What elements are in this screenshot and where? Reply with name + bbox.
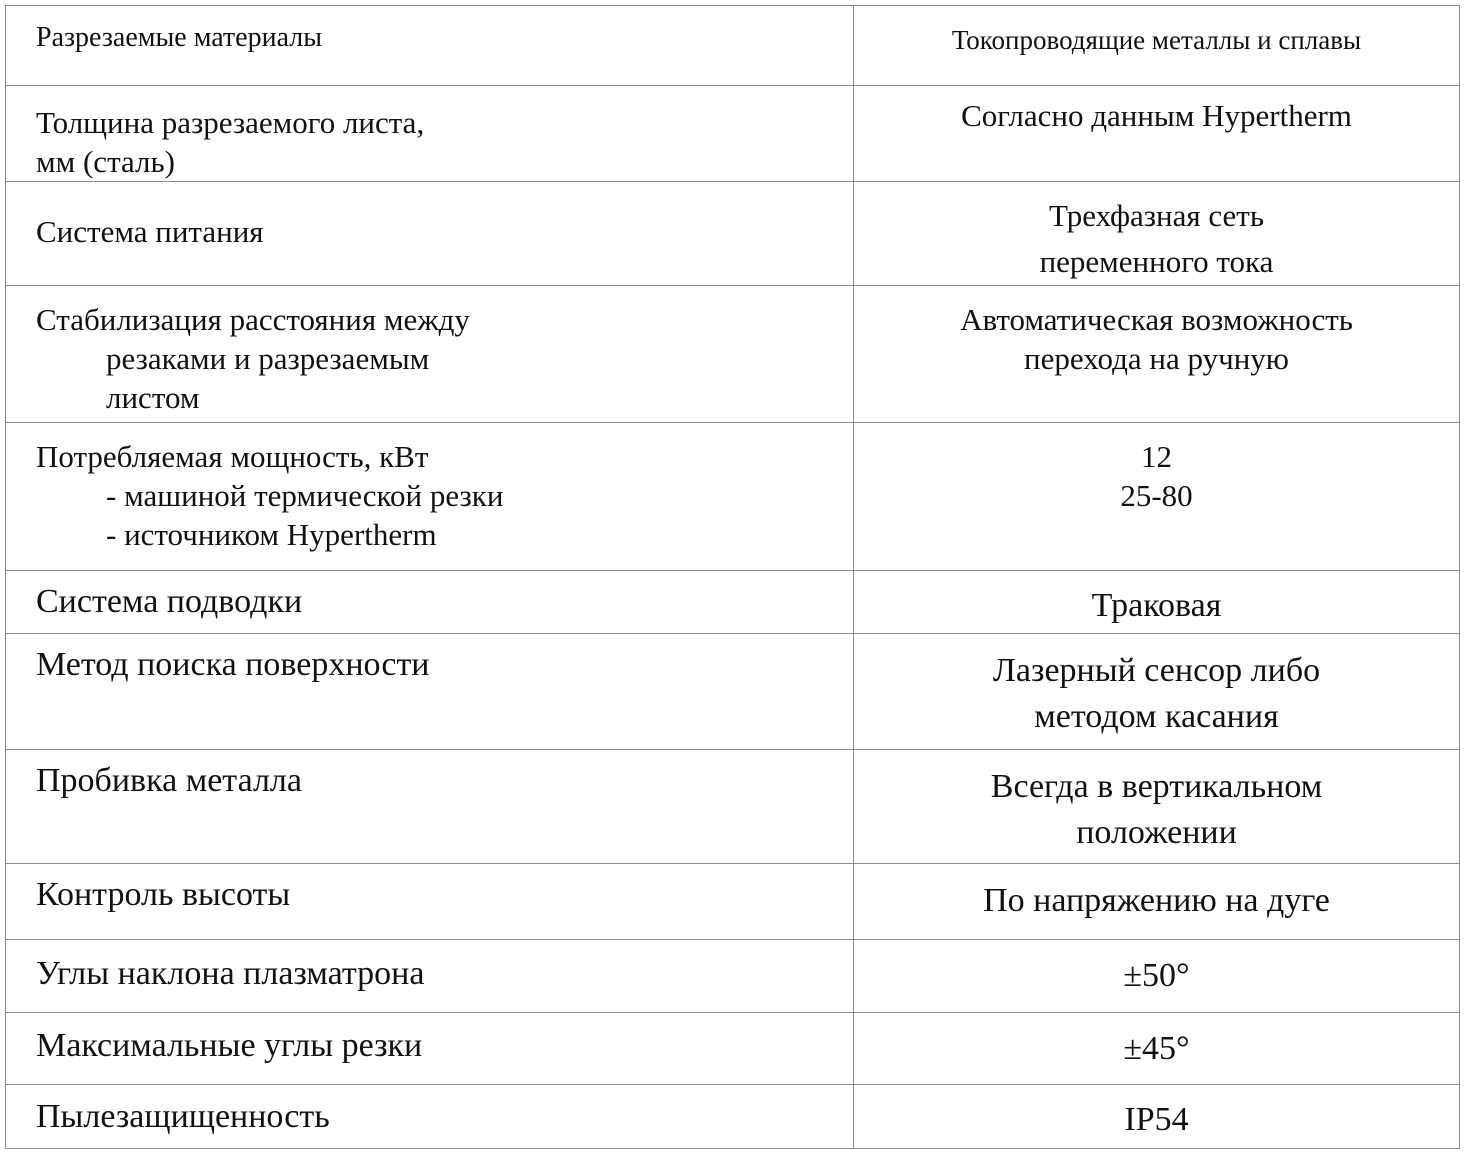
- row-label-line: Система подводки: [36, 583, 303, 620]
- row-label-line: Потребляемая мощность, кВт: [36, 439, 429, 474]
- row-value-line: Траковая: [1091, 587, 1222, 624]
- row-value: [854, 750, 1460, 864]
- row-value-line: ±45°: [1123, 1030, 1190, 1067]
- row-value-line: Согласно данным Hypertherm: [961, 98, 1352, 133]
- table-row: [6, 423, 1460, 571]
- row-label: [6, 423, 854, 571]
- row-value-line: перехода на ручную: [1024, 341, 1289, 376]
- row-value-line: IP54: [1124, 1101, 1189, 1138]
- row-value-line: Токопроводящие металлы и сплавы: [951, 25, 1362, 55]
- row-label: [6, 86, 854, 182]
- table-row: [6, 634, 1460, 750]
- row-value-line: Всегда в вертикальном: [990, 768, 1323, 805]
- row-label-line: мм (сталь): [36, 144, 175, 179]
- row-label: [6, 1085, 854, 1149]
- row-value-line: переменного тока: [1039, 244, 1274, 279]
- row-value-line: положении: [1076, 814, 1237, 851]
- table-row: [6, 286, 1460, 423]
- row-label-line: Контроль высоты: [36, 876, 291, 913]
- row-value-line: ±50°: [1123, 957, 1190, 994]
- row-value-line: 12: [1141, 439, 1172, 474]
- table-row: [6, 182, 1460, 286]
- row-value: [854, 940, 1460, 1013]
- row-value: [854, 423, 1460, 571]
- row-label-line: листом: [106, 380, 200, 415]
- row-value: [854, 286, 1460, 423]
- row-value-line: Автоматическая возможность: [960, 302, 1353, 337]
- row-value: [854, 182, 1460, 286]
- row-label: [6, 1013, 854, 1085]
- table-row: [6, 940, 1460, 1013]
- row-label-line: Стабилизация расстояния между: [36, 302, 470, 337]
- row-label: [6, 940, 854, 1013]
- table-row: [6, 1013, 1460, 1085]
- row-label: [6, 634, 854, 750]
- row-value: [854, 634, 1460, 750]
- table-row: [6, 86, 1460, 182]
- table-row: [6, 1085, 1460, 1149]
- row-label-line: Метод поиска поверхности: [36, 646, 430, 683]
- row-label-line: Толщина разрезаемого листа,: [36, 105, 425, 140]
- row-label: [6, 286, 854, 423]
- row-label: [6, 6, 854, 86]
- row-label-line: Разрезаемые материалы: [36, 22, 323, 53]
- row-value: [854, 1013, 1460, 1085]
- row-label: [6, 750, 854, 864]
- row-label-line: Углы наклона плазматрона: [36, 955, 425, 992]
- row-value-line: 25-80: [1120, 478, 1193, 513]
- row-value-line: Трехфазная сеть: [1049, 198, 1264, 233]
- row-value: [854, 864, 1460, 940]
- table-row: [6, 864, 1460, 940]
- row-label-line: - источником Hypertherm: [106, 517, 437, 552]
- row-label-line: Пылезащищенность: [36, 1098, 330, 1135]
- row-value-line: Лазерный сенсор либо: [992, 652, 1321, 689]
- row-label: [6, 864, 854, 940]
- row-value: [854, 6, 1460, 86]
- table-row: [6, 750, 1460, 864]
- row-label: [6, 182, 854, 286]
- spec-table: [5, 5, 1460, 1149]
- row-label-line: - машиной термической резки: [106, 478, 504, 513]
- row-value-line: методом касания: [1034, 698, 1279, 735]
- table-row: [6, 571, 1460, 634]
- row-label-line: Максимальные углы резки: [36, 1027, 423, 1064]
- row-value: [854, 571, 1460, 634]
- row-value: [854, 1085, 1460, 1149]
- row-value: [854, 86, 1460, 182]
- row-label-line: Пробивка металла: [36, 762, 302, 799]
- row-value-line: По напряжению на дуге: [983, 882, 1330, 919]
- table-row: [6, 6, 1460, 86]
- row-label-line: резаками и разрезаемым: [106, 341, 430, 376]
- row-label: [6, 571, 854, 634]
- row-label-line: Система питания: [36, 214, 264, 249]
